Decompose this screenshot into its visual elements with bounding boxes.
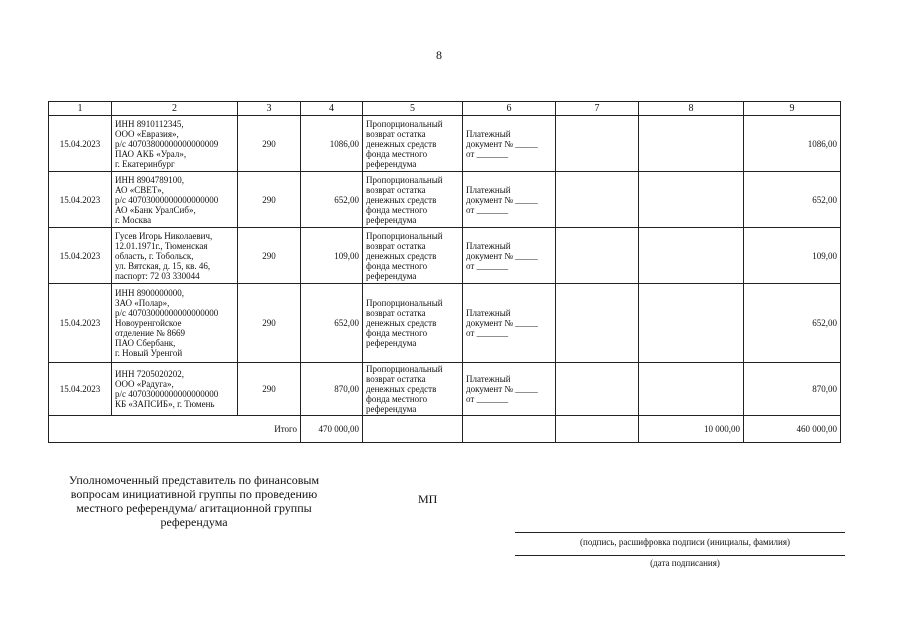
- cell-line: документ № _____: [466, 138, 538, 149]
- table-row: [49, 116, 841, 172]
- recipient-cell: [112, 116, 238, 172]
- total-empty-cell: [463, 416, 556, 443]
- cell-line: р/с 40703000000000000000: [115, 194, 219, 205]
- payment-document-cell: [463, 116, 556, 172]
- representative-line: местного референдума/ агитационной группы: [76, 501, 312, 515]
- cell-line: р/с 40703800000000000009: [115, 138, 219, 149]
- recipient-cell: [112, 363, 238, 416]
- payment-document-cell: [463, 363, 556, 416]
- total-empty-cell: [363, 416, 463, 443]
- cell-line: референдума: [366, 158, 417, 169]
- col7-cell: [556, 116, 639, 172]
- cell-line: фонда местного: [366, 394, 428, 404]
- payment-document-cell: [463, 228, 556, 284]
- cell-line: документ № _____: [466, 250, 538, 261]
- representative-line: Уполномоченный представитель по финансовым: [68, 473, 320, 487]
- total-label: Итого: [49, 416, 301, 443]
- cell-line: ООО «Евразия»,: [115, 128, 179, 139]
- cell-line: возврат остатка: [366, 184, 426, 195]
- report-table: [48, 101, 841, 443]
- cell-line: денежных средств: [366, 194, 437, 205]
- reason-cell: [363, 363, 463, 416]
- column-header: 1: [49, 102, 112, 116]
- cell-line: АО «Банк УралСиб»,: [115, 204, 196, 215]
- cell-line: Платежный: [466, 308, 511, 318]
- reason-cell: [363, 172, 463, 228]
- cell-line: 12.01.1971г., Тюменская: [115, 240, 208, 251]
- cell-line: АО «СВЕТ»,: [115, 184, 164, 195]
- cell-line: Пропорциональный: [366, 174, 443, 185]
- total-col9-cell: 460 000,00: [744, 416, 841, 443]
- cell-line: р/с 40703000000000000000: [115, 389, 219, 399]
- refund-amount-cell: 870,00: [744, 363, 841, 416]
- cell-line: от _______: [466, 260, 509, 271]
- column-header: 7: [556, 102, 639, 116]
- cell-line: референдума: [366, 404, 417, 414]
- table-row: [49, 284, 841, 363]
- stamp-label: МП: [418, 492, 438, 506]
- cell-line: отделение № 8669: [115, 328, 185, 338]
- amount-cell: 1086,00: [301, 116, 363, 172]
- code-cell: 290: [238, 116, 301, 172]
- cell-line: фонда местного: [366, 148, 428, 159]
- col8-cell: [639, 228, 744, 284]
- cell-line: Гусев Игорь Николаевич,: [115, 230, 213, 241]
- refund-amount-cell: 652,00: [744, 172, 841, 228]
- cell-line: фонда местного: [366, 204, 428, 215]
- date-cell: 15.04.2023: [49, 172, 112, 228]
- payment-document-cell: [463, 172, 556, 228]
- cell-line: Пропорциональный: [366, 230, 443, 241]
- date-line: [515, 555, 845, 556]
- header-row: [49, 102, 841, 116]
- cell-line: ЗАО «Полар»,: [115, 298, 170, 308]
- cell-line: возврат остатка: [366, 128, 426, 139]
- refund-amount-cell: 652,00: [744, 284, 841, 363]
- cell-line: Платежный: [466, 184, 511, 195]
- reason-cell: [363, 284, 463, 363]
- cell-line: от _______: [466, 394, 509, 404]
- code-cell: 290: [238, 363, 301, 416]
- total-row: [49, 416, 841, 443]
- cell-line: Пропорциональный: [366, 364, 443, 374]
- refund-amount-cell: 1086,00: [744, 116, 841, 172]
- total-amount-cell: 470 000,00: [301, 416, 363, 443]
- table-row: [49, 172, 841, 228]
- col8-cell: [639, 172, 744, 228]
- cell-line: ПАО Сбербанк,: [115, 338, 176, 348]
- cell-line: ИНН 8910112345,: [115, 118, 184, 129]
- page-number: 8: [436, 48, 442, 62]
- cell-line: Новоуренгойское: [115, 318, 182, 328]
- recipient-cell: [112, 172, 238, 228]
- column-header: 2: [112, 102, 238, 116]
- column-header: 8: [639, 102, 744, 116]
- code-cell: 290: [238, 284, 301, 363]
- cell-line: ИНН 8900000000,: [115, 288, 184, 298]
- column-header: 6: [463, 102, 556, 116]
- column-header: 4: [301, 102, 363, 116]
- cell-line: возврат остатка: [366, 308, 426, 318]
- cell-line: от _______: [466, 328, 509, 338]
- cell-line: КБ «ЗАПСИБ», г. Тюмень: [115, 399, 215, 409]
- reason-cell: [363, 116, 463, 172]
- col8-cell: [639, 284, 744, 363]
- table-row: [49, 363, 841, 416]
- amount-cell: 652,00: [301, 172, 363, 228]
- total-col8-cell: 10 000,00: [639, 416, 744, 443]
- signature-caption: (подпись, расшифровка подписи (инициалы, фамилия): [580, 537, 790, 547]
- col7-cell: [556, 228, 639, 284]
- amount-cell: 109,00: [301, 228, 363, 284]
- cell-line: документ № _____: [466, 384, 538, 394]
- cell-line: возврат остатка: [366, 240, 426, 251]
- authorized-representative-block: [60, 473, 328, 529]
- date-cell: 15.04.2023: [49, 228, 112, 284]
- date-cell: 15.04.2023: [49, 116, 112, 172]
- cell-line: от _______: [466, 204, 509, 215]
- signature-line: [515, 532, 845, 533]
- cell-line: денежных средств: [366, 384, 437, 394]
- recipient-cell: [112, 228, 238, 284]
- cell-line: Платежный: [466, 374, 511, 384]
- cell-line: Платежный: [466, 240, 511, 251]
- cell-line: область, г. Тобольск,: [115, 250, 194, 261]
- col7-cell: [556, 172, 639, 228]
- cell-line: референдума: [366, 214, 417, 225]
- cell-line: г. Новый Уренгой: [115, 348, 183, 358]
- col8-cell: [639, 363, 744, 416]
- cell-line: г. Москва: [115, 214, 152, 225]
- amount-cell: 652,00: [301, 284, 363, 363]
- cell-line: референдума: [366, 338, 417, 348]
- cell-line: от _______: [466, 148, 509, 159]
- cell-line: фонда местного: [366, 328, 428, 338]
- amount-cell: 870,00: [301, 363, 363, 416]
- column-header: 5: [363, 102, 463, 116]
- code-cell: 290: [238, 172, 301, 228]
- cell-line: ИНН 7205020202,: [115, 369, 184, 379]
- cell-line: р/с 40703000000000000000: [115, 308, 219, 318]
- code-cell: 290: [238, 228, 301, 284]
- representative-line: вопросам инициативной группы по проведению: [70, 487, 318, 501]
- cell-line: денежных средств: [366, 250, 437, 261]
- cell-line: ПАО АКБ «Урал»,: [115, 148, 187, 159]
- cell-line: г. Екатеринбург: [115, 158, 175, 169]
- representative-line: референдума: [160, 515, 228, 529]
- table-row: [49, 228, 841, 284]
- cell-line: Платежный: [466, 128, 511, 139]
- date-cell: 15.04.2023: [49, 284, 112, 363]
- col8-cell: [639, 116, 744, 172]
- cell-line: документ № _____: [466, 194, 538, 205]
- refund-amount-cell: 109,00: [744, 228, 841, 284]
- column-header: 3: [238, 102, 301, 116]
- total-empty-cell: [556, 416, 639, 443]
- cell-line: денежных средств: [366, 318, 437, 328]
- cell-line: Пропорциональный: [366, 298, 443, 308]
- column-header: 9: [744, 102, 841, 116]
- cell-line: ул. Вятская, д. 15, кв. 46,: [115, 260, 211, 271]
- payment-document-cell: [463, 284, 556, 363]
- cell-line: паспорт: 72 03 330044: [115, 270, 200, 281]
- col7-cell: [556, 284, 639, 363]
- cell-line: ИНН 8904789100,: [115, 174, 184, 185]
- cell-line: ООО «Радуга»,: [115, 379, 174, 389]
- col7-cell: [556, 363, 639, 416]
- cell-line: денежных средств: [366, 138, 437, 149]
- date-caption: (дата подписания): [650, 558, 720, 568]
- cell-line: документ № _____: [466, 318, 538, 328]
- cell-line: референдума: [366, 270, 417, 281]
- cell-line: фонда местного: [366, 260, 428, 271]
- cell-line: Пропорциональный: [366, 118, 443, 129]
- reason-cell: [363, 228, 463, 284]
- cell-line: возврат остатка: [366, 374, 426, 384]
- recipient-cell: [112, 284, 238, 363]
- date-cell: 15.04.2023: [49, 363, 112, 416]
